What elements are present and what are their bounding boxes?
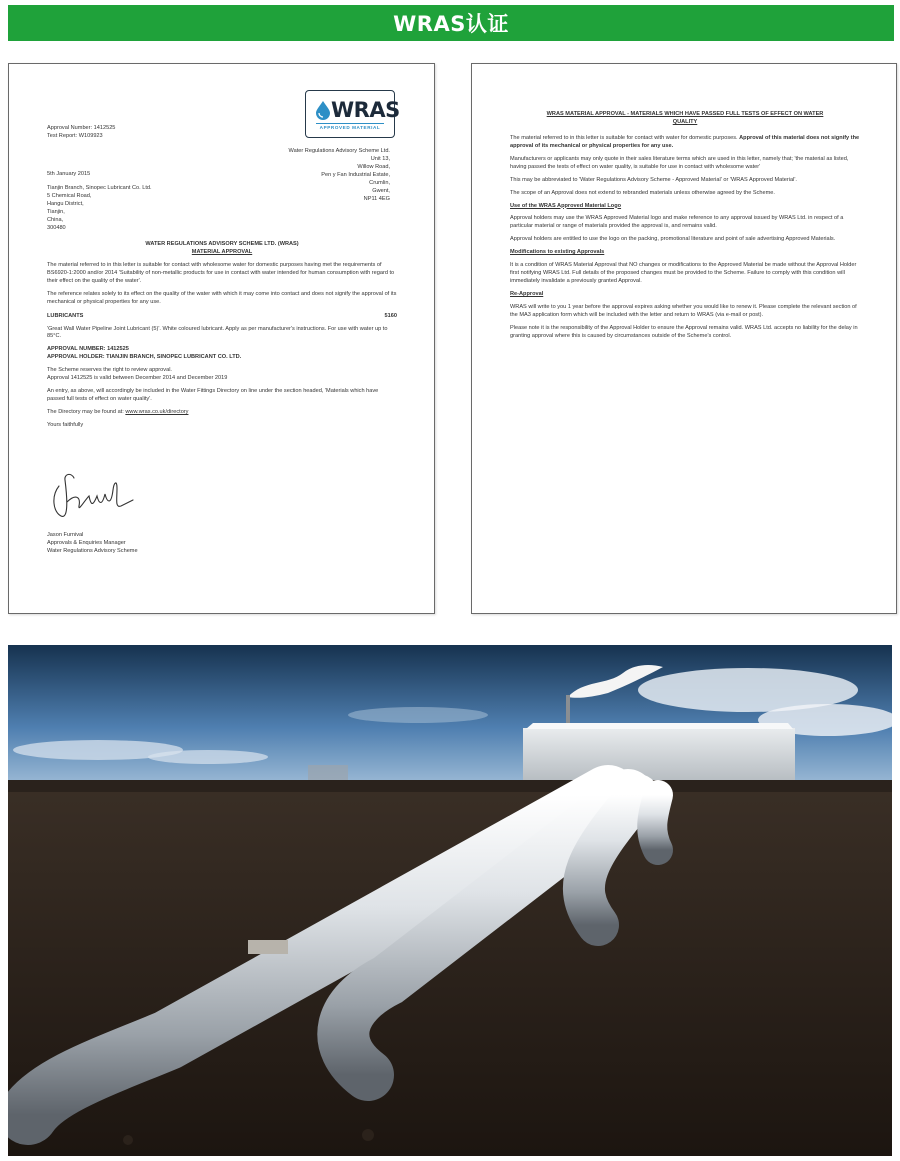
address-line: Pen y Fan Industrial Estate, xyxy=(321,171,390,178)
notes-heading: WRAS MATERIAL APPROVAL - MATERIALS WHICH HAVE PASSED FULL TESTS OF EFFECT ON WATER QUALITY xyxy=(546,111,824,125)
notes-paragraph: This may be abbreviated to 'Water Regulations Advisory Scheme - Approved Material' or 'WRAS Approved Material'. xyxy=(510,176,797,183)
wras-logo xyxy=(305,90,400,138)
validity-note: Approval 1412525 is valid between December 2014 and December 2019 xyxy=(47,375,228,382)
approval-number-line: APPROVAL NUMBER: 1412525 xyxy=(47,346,129,353)
notes-paragraph: Please note it is the responsibility of the Approval Holder to ensure the Approval remains valid. WRAS Ltd. accepts no liability for the delay in granting approval where this is caused by circumstances outside of the Scheme's control. xyxy=(510,324,858,339)
review-note: The Scheme reserves the right to review approval. xyxy=(47,367,172,374)
directory-prefix: The Directory may be found at: xyxy=(47,409,126,415)
signer-block xyxy=(47,532,138,556)
address-line: Gwent, xyxy=(372,187,390,194)
product-description: 'Great Wall Water Pipeline Joint Lubricant (5)'. White coloured lubricant. Apply as per manufacturer's instructions. For use with water up to 85°C. xyxy=(47,325,388,340)
address-line: China, xyxy=(47,216,64,223)
logo-word: WRAS xyxy=(331,98,400,122)
letter-body xyxy=(47,241,397,430)
body-paragraph: The reference relates solely to its effect on the quality of the water with which it may come into contact and does not signify the approval of its mechanical or physical properties for any use. xyxy=(47,290,397,305)
approval-holder-line: APPROVAL HOLDER: TIANJIN BRANCH, SINOPEC LUBRICANT CO. LTD. xyxy=(47,354,242,361)
signature-icon xyxy=(47,466,137,524)
address-line: Hangu District, xyxy=(47,200,84,207)
notes-intro xyxy=(510,135,860,151)
approval-number-ref: Approval Number: 1412525 xyxy=(47,125,116,131)
intro-text: The material referred to in this letter is suitable for contact with water for domestic purposes. xyxy=(510,134,740,141)
category-label: LUBRICANTS xyxy=(47,312,84,319)
address-line: NP11 4EG xyxy=(363,195,390,202)
address-line: 300480 xyxy=(47,224,66,231)
section-heading-reapproval: Re-Approval xyxy=(510,291,544,297)
reference-block xyxy=(47,125,115,141)
section-heading-modifications: Modifications to existing Approvals xyxy=(510,249,605,256)
notes-paragraph: Approval holders are entitled to use the logo on the packing, promotional literature and point of sale advertising Approved Materials. xyxy=(510,236,836,243)
category-row xyxy=(47,313,397,321)
approval-notes-page xyxy=(471,63,897,614)
body-paragraph: An entry, as above, will accordingly be included in the Water Fittings Directory on line under the section headed, 'Materials which have passed full tests of effect on water quality'. xyxy=(47,388,379,403)
letter-date: 5th January 2015 xyxy=(47,171,91,177)
closing: Yours faithfully xyxy=(47,421,84,428)
category-code: 5160 xyxy=(384,312,397,319)
approval-letter xyxy=(8,63,435,614)
pipeline-photo xyxy=(8,645,892,1156)
notes-paragraph: Approval holders may use the WRAS Approved Material logo and make reference to any approval issued by WRAS Ltd. in respect of a particular material or range of materials provided the approval is, and remains valid. xyxy=(510,215,844,230)
body-paragraph: The material referred to in this letter is suitable for contact with wholesome water for domestic purposes having met the requirements of BS6920-1:2000 and/or 2014 'Suitability of non-metallic products for use in contact with water intended for human consumption with regard to their effect on the quality of the water'. xyxy=(47,261,395,284)
address-line: Water Regulations Advisory Scheme Ltd. xyxy=(288,148,390,154)
address-line: Tianjin Branch, Sinopec Lubricant Co. Ltd. xyxy=(47,185,152,191)
test-report-ref: Test Report: W109923 xyxy=(47,132,103,139)
intro-bold-text: Approval of this material does not signify the approval of its mechanical or physical properties for any use. xyxy=(510,134,860,149)
water-drop-icon xyxy=(314,100,332,120)
address-line: Crumlin, xyxy=(369,179,390,186)
address-line: 5 Chemical Road, xyxy=(47,192,92,199)
notes-paragraph: Manufacturers or applicants may only quote in their sales literature terms which are used in this letter, namely that; 'the material as listed, having passed the tests of effect on water quality, is suitable for use in contact with wholesome water' xyxy=(510,155,849,170)
directory-link[interactable]: www.wras.co.uk/directory xyxy=(125,409,189,415)
address-line: Tianjin, xyxy=(47,208,65,215)
page-banner xyxy=(8,5,894,41)
notes-paragraph: WRAS will write to you 1 year before the approval expires asking whether you would like to renew it. Please complete the relevant section of the MA3 application form which will be included with the letter and return to WRAS (via e-mail or post). xyxy=(510,303,857,318)
signer-org: Water Regulations Advisory Scheme xyxy=(47,547,138,554)
address-line: Unit 13, xyxy=(370,155,390,162)
notes-paragraph: The scope of an Approval does not extend to rebranded materials unless otherwise agreed by the Scheme. xyxy=(510,189,775,196)
section-heading-logo: Use of the WRAS Approved Material Logo xyxy=(510,202,622,209)
letter-subject: MATERIAL APPROVAL xyxy=(191,248,253,255)
recipient-address xyxy=(47,185,152,233)
logo-subtitle: APPROVED MATERIAL xyxy=(316,123,384,132)
address-line: Willow Road, xyxy=(357,163,390,170)
organization-title: WATER REGULATIONS ADVISORY SCHEME LTD. (WRAS) xyxy=(145,241,299,247)
signer-name: Jason Furnival xyxy=(47,532,84,538)
notes-paragraph: It is a condition of WRAS Material Approval that NO changes or modifications to the Approved Material be made without the Approval Holder first notifying WRAS Ltd. Full details of the proposed changes must be provided to the Scheme. Failure to comply with this condition will immediately invalidate a previously granted Approval. xyxy=(510,262,857,285)
pipeline-illustration xyxy=(8,645,892,1156)
directory-line xyxy=(47,409,397,417)
banner-title: WRAS认证 xyxy=(393,12,509,36)
notes-body xyxy=(510,111,860,346)
signer-title: Approvals & Enquiries Manager xyxy=(47,539,126,546)
sender-address xyxy=(230,148,390,204)
